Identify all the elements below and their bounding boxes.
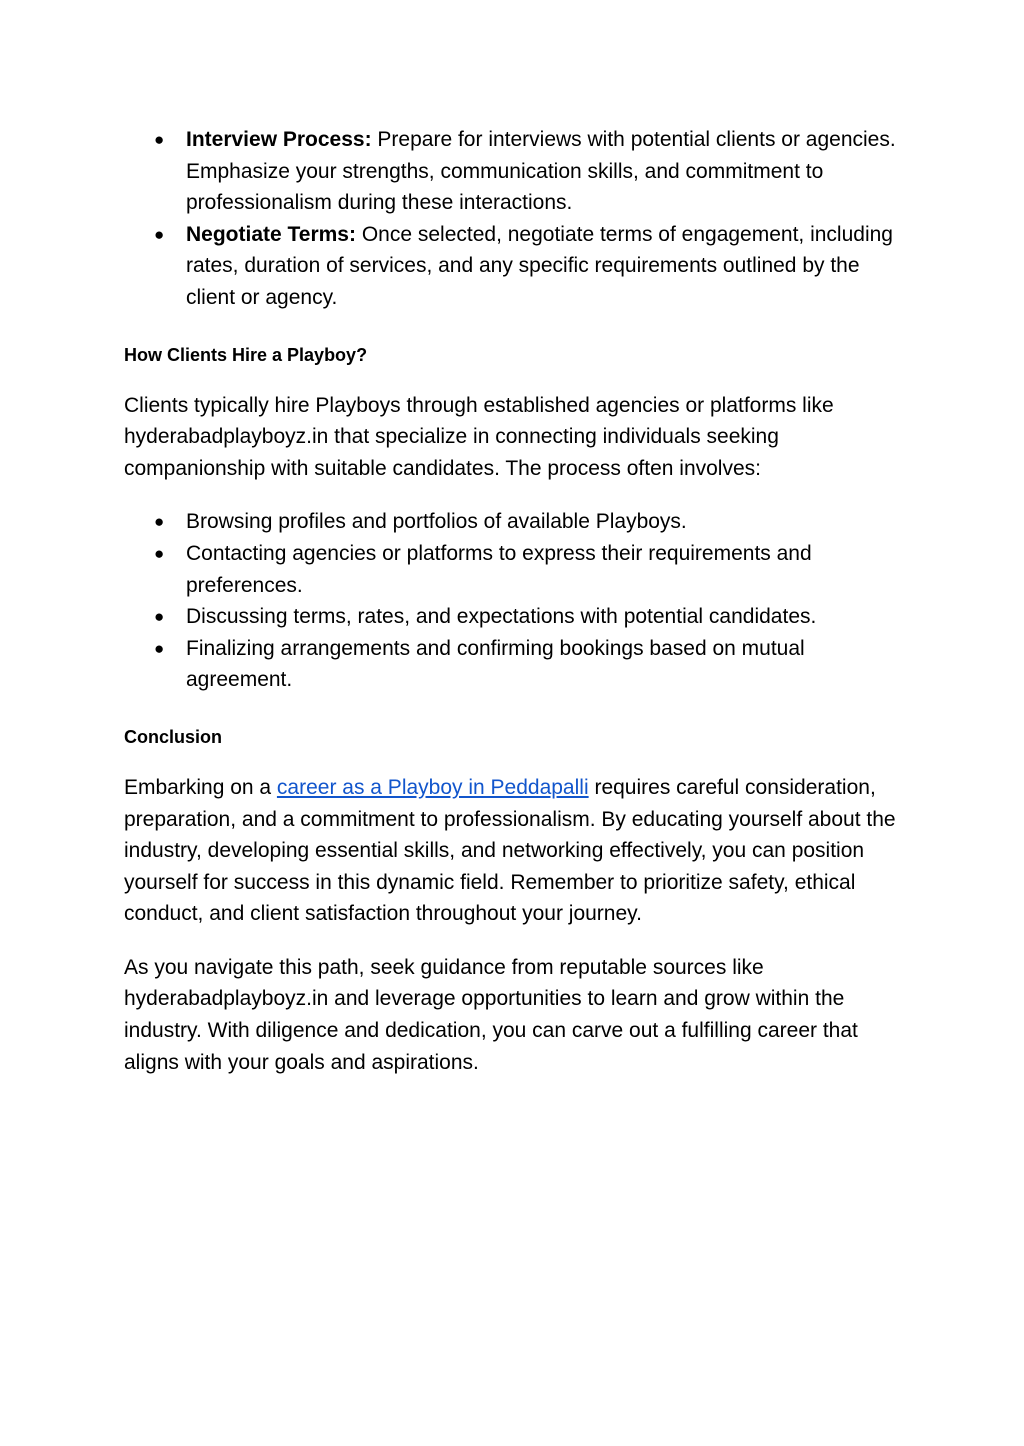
section-heading-hire: How Clients Hire a Playboy? [124,344,368,365]
section-heading-conclusion: Conclusion [124,726,222,747]
list-item-text: Contacting agencies or platforms to express their requirements and preferences. [186,541,812,597]
list-item-text: Browsing profiles and portfolios of available Playboys. [186,510,687,534]
list-item-text: Once selected, negotiate terms of engagement, including rates, duration of services, and any specific requirements outlined by the client or agency. [186,222,893,309]
list-item [124,633,904,696]
bullet-icon: ● [154,638,165,658]
list-item [124,538,904,601]
list-item [124,219,904,314]
bullet-icon: ● [154,543,165,563]
conclusion-paragraph-1 [124,772,904,930]
intro-bullet-list [124,124,904,314]
career-link[interactable]: career as a Playboy in Peddapalli [276,775,589,799]
hire-paragraph: Clients typically hire Playboys through established agencies or platforms like hyderabadplayboyz.in that specialize in connecting individuals seeking companionship with suitable candidates. The process often involves: [124,393,834,480]
bullet-icon: ● [154,130,165,149]
list-item [124,124,904,219]
list-item [124,506,904,538]
bullet-icon: ● [154,224,165,244]
bullet-icon: ● [154,512,165,532]
hire-steps-list [124,506,904,696]
list-item-label: Interview Process: [186,128,372,151]
document-page [124,124,904,1078]
bullet-icon: ● [154,607,165,627]
list-item-text: Prepare for interviews with potential clients or agencies. Emphasize your strengths, communication skills, and commitment to professionalism during these interactions. [186,128,896,215]
conclusion-text-after: requires careful consideration, preparation, and a commitment to professionalism. By educating yourself about the industry, developing essential skills, and networking effectively, you can position yourself for success in this dynamic field. Remember to prioritize safety, ethical conduct, and client satisfaction throughout your journey. [124,775,896,926]
list-item-label: Negotiate Terms: [186,222,356,246]
list-item [124,601,904,633]
conclusion-paragraph-2: As you navigate this path, seek guidance from reputable sources like hyderabadplayboyz.in and leverage opportunities to learn and grow within the industry. With diligence and dedication, you can carve out a fulfilling career that aligns with your goals and aspirations. [124,955,858,1074]
list-item-text: Finalizing arrangements and confirming bookings based on mutual agreement. [186,636,805,692]
list-item-text: Discussing terms, rates, and expectations with potential candidates. [186,605,817,629]
conclusion-text-before: Embarking on a [124,775,277,799]
